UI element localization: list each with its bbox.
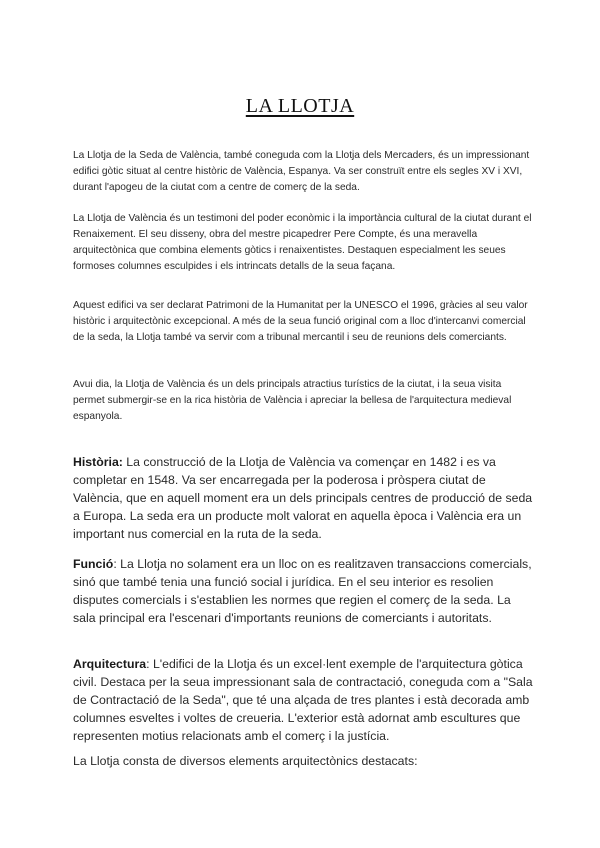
intro-paragraph-1: La Llotja de la Seda de València, també coneguda com la Llotja dels Mercaders, és un impressionant edifici gòtic situat al centre històric de València, Espanya. Va ser construït entre els segles XV i XVI, durant l'apogeu de la ciutat com a centre de comerç de la seda. [73, 150, 530, 193]
section-arquitectura-label: Arquitectura [73, 657, 147, 671]
closing-line: La Llotja consta de diversos elements arquitectònics destacats: [73, 754, 418, 768]
section-funcio-label: Funció [73, 557, 114, 571]
section-historia-text: La construcció de la Llotja de València va començar en 1482 i es va completar en 1548. Va ser encarregada per la poderosa i pròspera ciutat de València, que en aquell moment era un dels principals centres de producció de seda a Europa. La seda era un producte molt valorat en aquella època i València era un important nus comercial en la ruta de la seda. [73, 455, 533, 541]
section-historia [73, 453, 533, 543]
section-funcio-text: : La Llotja no solament era un lloc on es realitzaven transaccions comercials, sinó que també tenia una funció social i jurídica. En el seu interior es resolien disputes comercials i s'establien les normes que regien el comerç de la seda. La sala principal era l'escenari d'importants reunions de comerciants i autoritats. [73, 557, 532, 625]
intro-paragraph-2: La Llotja de València és un testimoni del poder econòmic i la importància cultural de la ciutat durant el Renaixement. El seu disseny, obra del mestre picapedrer Pere Compte, és una meravella arquitectònica que combina elements gòtics i renaixentistes. Destaquen especialment les seues formoses columnes esculpides i els intrincats detalls de la seua façana. [73, 213, 532, 272]
page-title: LA LLOTJA [245, 95, 355, 117]
section-funcio [73, 555, 533, 627]
section-historia-label: Història: [73, 455, 123, 469]
section-arquitectura-text: : L'edifici de la Llotja és un excel·lent exemple de l'arquitectura gòtica civil. Destaca per la seua impressionant sala de contractació, coneguda com a "Sala de Contractació de la Seda", que té una alçada de tres plantes i està decorada amb columnes esveltes i voltes de creueria. L'exterior està adornat amb escultures que representen motius relacionats amb el comerç i la justícia. [73, 657, 533, 743]
intro-paragraph-3: Aquest edifici va ser declarat Patrimoni de la Humanitat per la UNESCO el 1996, gràcies al seu valor històric i arquitectònic excepcional. A més de la seua funció original com a lloc d'intercanvi comercial de la seda, la Llotja també va servir com a tribunal mercantil i seu de reunions dels comerciants. [73, 300, 528, 343]
intro-paragraph-4: Avui dia, la Llotja de València és un dels principals atractius turístics de la ciutat, i la seua visita permet submergir-se en la rica història de València i apreciar la bellesa de l'arquitectura medieval espanyola. [73, 379, 512, 422]
section-arquitectura [73, 655, 533, 745]
